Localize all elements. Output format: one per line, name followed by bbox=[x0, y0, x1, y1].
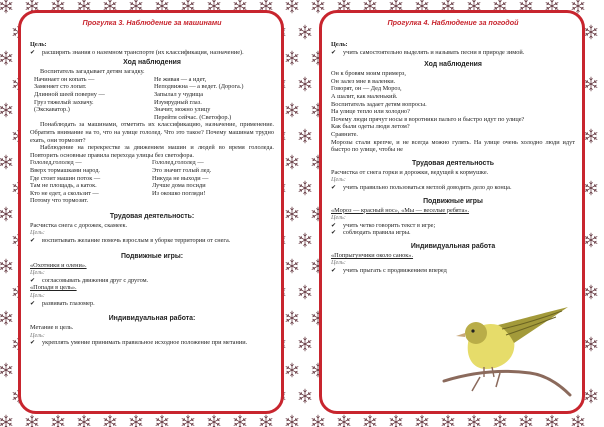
poem-line: Воспитатель задает детям вопросы. bbox=[331, 100, 427, 108]
individual-text: Метание в цель. bbox=[30, 324, 74, 332]
labor-heading: Трудовая деятельность bbox=[412, 159, 494, 167]
snowflake-icon bbox=[0, 311, 12, 325]
snowflake-icon bbox=[286, 103, 298, 117]
labor-text: Расчистка от снега горки и дорожки, ведущей к кормушке. bbox=[331, 168, 489, 176]
labor-goal-label: Цель: bbox=[331, 176, 346, 184]
games-goal-label: Цель: bbox=[331, 214, 346, 222]
riddle-line: Изумрудный глаз. bbox=[154, 98, 202, 106]
individual-goal-item bbox=[331, 267, 575, 275]
goal-label: Цель: bbox=[331, 41, 348, 48]
labor-goal-text: воспитывать желание помочь взрослым в уборке территории от снега. bbox=[42, 237, 231, 245]
poem-line: Лучше дома посиди bbox=[152, 182, 206, 190]
games-goal-item bbox=[331, 222, 575, 230]
game-title: «Мороз — красный нос», «Мы — веселые ребята». bbox=[331, 206, 470, 214]
riddle-line: Длинной шеей поверну — bbox=[34, 90, 105, 98]
poem-line: Вверх тормашками народ. bbox=[30, 166, 101, 174]
goal-text: учить самостоятельно выделять и называть песни в природе зимой. bbox=[343, 48, 525, 56]
snowflake-icon bbox=[299, 181, 311, 195]
check-icon: ✔ bbox=[30, 276, 36, 284]
labor-goal-label: Цель: bbox=[30, 229, 45, 237]
poem-line: Почему люди прячут носы в воротники пальто и быстро идут по улице? bbox=[331, 115, 525, 123]
poem-line: Как были одеты люди летом? bbox=[331, 123, 410, 131]
individual-text: «Попрыгунчики около санок». bbox=[331, 251, 414, 259]
bird-illustration bbox=[440, 303, 574, 403]
observation-paragraph: Наблюдение на перекрестке за движением машин и людей во время гололеда. Повторить основные правила перехода улицы без светофора. bbox=[30, 144, 274, 159]
riddle-line: Значит, можно улицу bbox=[154, 106, 211, 114]
snowflake-icon bbox=[0, 207, 12, 221]
riddle-line: Запылал у чудища bbox=[154, 90, 204, 98]
game-goal-text: развивать глазомер. bbox=[42, 299, 95, 307]
game-goal-item bbox=[30, 277, 274, 285]
snowflake-icon bbox=[546, 415, 558, 427]
snowflake-icon bbox=[208, 415, 220, 427]
labor-heading: Трудовая деятельность: bbox=[109, 212, 195, 220]
poem-line: Никуда не выходи — bbox=[152, 174, 209, 182]
riddle-line: Перейти сейчас. (Светофор.) bbox=[154, 113, 232, 121]
snowflake-icon bbox=[338, 415, 350, 427]
observation-paragraph: Понаблюдать за машинами, отметить их классификацию, назначение, применение. Обратить внимание на то, что на улице гололед. Что это такое? Почему машинам трудно ехать, они тормозят? bbox=[30, 121, 274, 144]
check-icon: ✔ bbox=[331, 229, 337, 237]
observation-intro: Воспитатель загадывает детям загадку. bbox=[40, 68, 145, 76]
riddle-line: Не живая — а идет, bbox=[154, 75, 207, 83]
check-icon: ✔ bbox=[30, 299, 36, 307]
goal-label: Цель: bbox=[30, 41, 47, 48]
riddle-line: Неподвижна — а ведет. (Дорога.) bbox=[154, 83, 244, 91]
check-icon: ✔ bbox=[331, 221, 337, 229]
snowflake-icon bbox=[312, 415, 324, 427]
game-goal-text: согласовывать движения друг с другом. bbox=[42, 276, 149, 284]
snowflake-icon bbox=[585, 389, 597, 403]
poem-line: На улице тепло или холодно? bbox=[331, 108, 410, 116]
snowflake-icon bbox=[286, 51, 298, 65]
snowflake-icon bbox=[182, 415, 194, 427]
poem-line: Говорят, он — Дед Мороз, bbox=[331, 85, 402, 93]
riddle-line: Заменяет сто лопат. bbox=[34, 83, 87, 91]
snowflake-icon bbox=[78, 415, 90, 427]
snowflake-icon bbox=[286, 415, 298, 427]
games-heading: Подвижные игры: bbox=[120, 252, 184, 260]
snowflake-icon bbox=[585, 129, 597, 143]
games-heading: Подвижные игры bbox=[423, 197, 483, 205]
snowflake-icon bbox=[260, 415, 272, 427]
riddles bbox=[30, 76, 274, 122]
poem-line: Это значит голый лед. bbox=[152, 166, 212, 174]
snowflake-icon bbox=[312, 0, 324, 13]
individual-goal-text: укреплять умение принимать правильное исходное положение при метании. bbox=[42, 339, 248, 347]
goal-text: расширять знания о наземном транспорте (их классификация, назначение). bbox=[42, 48, 244, 56]
poem-line: Из окошко погляди! bbox=[152, 189, 206, 197]
snowflake-icon bbox=[0, 259, 12, 273]
game-goal-item bbox=[30, 300, 274, 308]
snowflake-icon bbox=[0, 415, 12, 427]
snowflake-icon bbox=[0, 0, 12, 13]
snowflake-icon bbox=[286, 259, 298, 273]
game-goal-label: Цель: bbox=[30, 292, 45, 300]
snowflake-icon bbox=[416, 415, 428, 427]
labor-goal-item bbox=[331, 184, 575, 192]
labor-goal-text: учить правильно пользоваться метлой доводить дело до конца. bbox=[343, 183, 512, 191]
snowflake-icon bbox=[364, 415, 376, 427]
snowflake-icon bbox=[286, 155, 298, 169]
snowflake-icon bbox=[26, 415, 38, 427]
snowflake-icon bbox=[299, 233, 311, 247]
poem-line: Он залез мне в валенки. bbox=[331, 77, 396, 85]
walk-4-card bbox=[319, 10, 585, 414]
individual-heading: Индивидуальная работа: bbox=[108, 315, 196, 323]
check-icon: ✔ bbox=[331, 267, 337, 275]
walk-3-title: Прогулка 3. Наблюдение за машинами bbox=[82, 18, 222, 27]
snowflake-icon bbox=[585, 285, 597, 299]
snowflake-icon bbox=[299, 77, 311, 91]
snowflake-icon bbox=[585, 233, 597, 247]
snowflake-icon bbox=[286, 311, 298, 325]
riddle-line: Начинает он копать — bbox=[34, 75, 95, 83]
goal-item bbox=[331, 49, 575, 57]
poem-line: Потому что тормозит. bbox=[30, 197, 89, 205]
check-icon: ✔ bbox=[331, 48, 337, 56]
check-icon: ✔ bbox=[30, 339, 36, 347]
snowflake-icon bbox=[520, 415, 532, 427]
snowflake-icon bbox=[286, 0, 298, 13]
poem-line: Где стоит машин поток — bbox=[30, 174, 101, 182]
riddle-line: (Экскаватор.) bbox=[34, 106, 70, 114]
snowflake-icon bbox=[299, 129, 311, 143]
snowflake-icon bbox=[52, 415, 64, 427]
individual-goal-label: Цель: bbox=[331, 259, 346, 267]
games-goal-text: соблюдать правила игры. bbox=[343, 229, 411, 237]
riddle-line: Груз тяжелый захвачу. bbox=[34, 98, 94, 106]
snowflake-icon bbox=[585, 77, 597, 91]
check-icon: ✔ bbox=[331, 183, 337, 191]
walk-3-card bbox=[18, 10, 284, 414]
snowflake-icon bbox=[0, 103, 12, 117]
individual-goal-item bbox=[30, 339, 274, 347]
poem-line: Он к бровям моим примерз, bbox=[331, 70, 406, 78]
snowflake-icon bbox=[585, 181, 597, 195]
poem-line: Кто не едет, а скользит — bbox=[30, 189, 99, 197]
snowflake-icon bbox=[0, 51, 12, 65]
snowflake-icon bbox=[572, 415, 584, 427]
games-goal-text: учить четко говорить текст в игре; bbox=[343, 221, 436, 229]
individual-goal-label: Цель: bbox=[30, 331, 45, 339]
walk-4-title: Прогулка 4. Наблюдение за погодой bbox=[387, 18, 519, 27]
goal-item bbox=[30, 49, 274, 57]
poem-line: Гололед,гололед — bbox=[152, 159, 204, 167]
snowflake-icon bbox=[494, 415, 506, 427]
poem-line: Там не площадь, а каток. bbox=[30, 182, 97, 190]
snowflake-icon bbox=[585, 337, 597, 351]
snowflake-icon bbox=[156, 415, 168, 427]
snowflake-icon bbox=[585, 25, 597, 39]
observation-heading: Ход наблюдения bbox=[123, 59, 181, 67]
games-goal-item bbox=[331, 229, 575, 237]
check-icon: ✔ bbox=[30, 48, 36, 56]
individual-heading: Индивидуальная работа bbox=[410, 242, 496, 250]
snowflake-icon bbox=[299, 25, 311, 39]
snowflake-icon bbox=[130, 415, 142, 427]
game-title: «Попади в цель». bbox=[30, 284, 77, 292]
poem-line: Гололед,гололед — bbox=[30, 159, 82, 167]
snowflake-icon bbox=[442, 415, 454, 427]
snowflake-icon bbox=[468, 415, 480, 427]
snowflake-icon bbox=[0, 155, 12, 169]
snowflake-icon bbox=[390, 415, 402, 427]
snowflake-icon bbox=[0, 363, 12, 377]
labor-goal-item bbox=[30, 237, 274, 245]
labor-text: Расчистка снега с дорожек, скамеек. bbox=[30, 221, 128, 229]
poem bbox=[30, 159, 274, 205]
game-title: «Охотники и олени». bbox=[30, 261, 87, 269]
snowflake-icon bbox=[299, 285, 311, 299]
check-icon: ✔ bbox=[30, 237, 36, 245]
snowflake-icon bbox=[299, 337, 311, 351]
snowflake-icon bbox=[104, 415, 116, 427]
poem-line: А шалит, как маленький. bbox=[331, 92, 398, 100]
game-goal-label: Цель: bbox=[30, 269, 45, 277]
observation-heading: Ход наблюдения bbox=[424, 61, 482, 69]
snowflake-icon bbox=[286, 363, 298, 377]
snowflake-icon bbox=[234, 415, 246, 427]
snowflake-icon bbox=[299, 389, 311, 403]
snowflake-icon bbox=[286, 207, 298, 221]
observation-paragraph: Морозы стали крепче, и не всегда можно гулять. На улице очень холодно люди идут быстро по улице, чтобы не bbox=[331, 138, 575, 154]
poem-line: Сравните. bbox=[331, 130, 358, 138]
individual-goal-text: учить прыгать с продвижением вперед bbox=[343, 267, 447, 275]
